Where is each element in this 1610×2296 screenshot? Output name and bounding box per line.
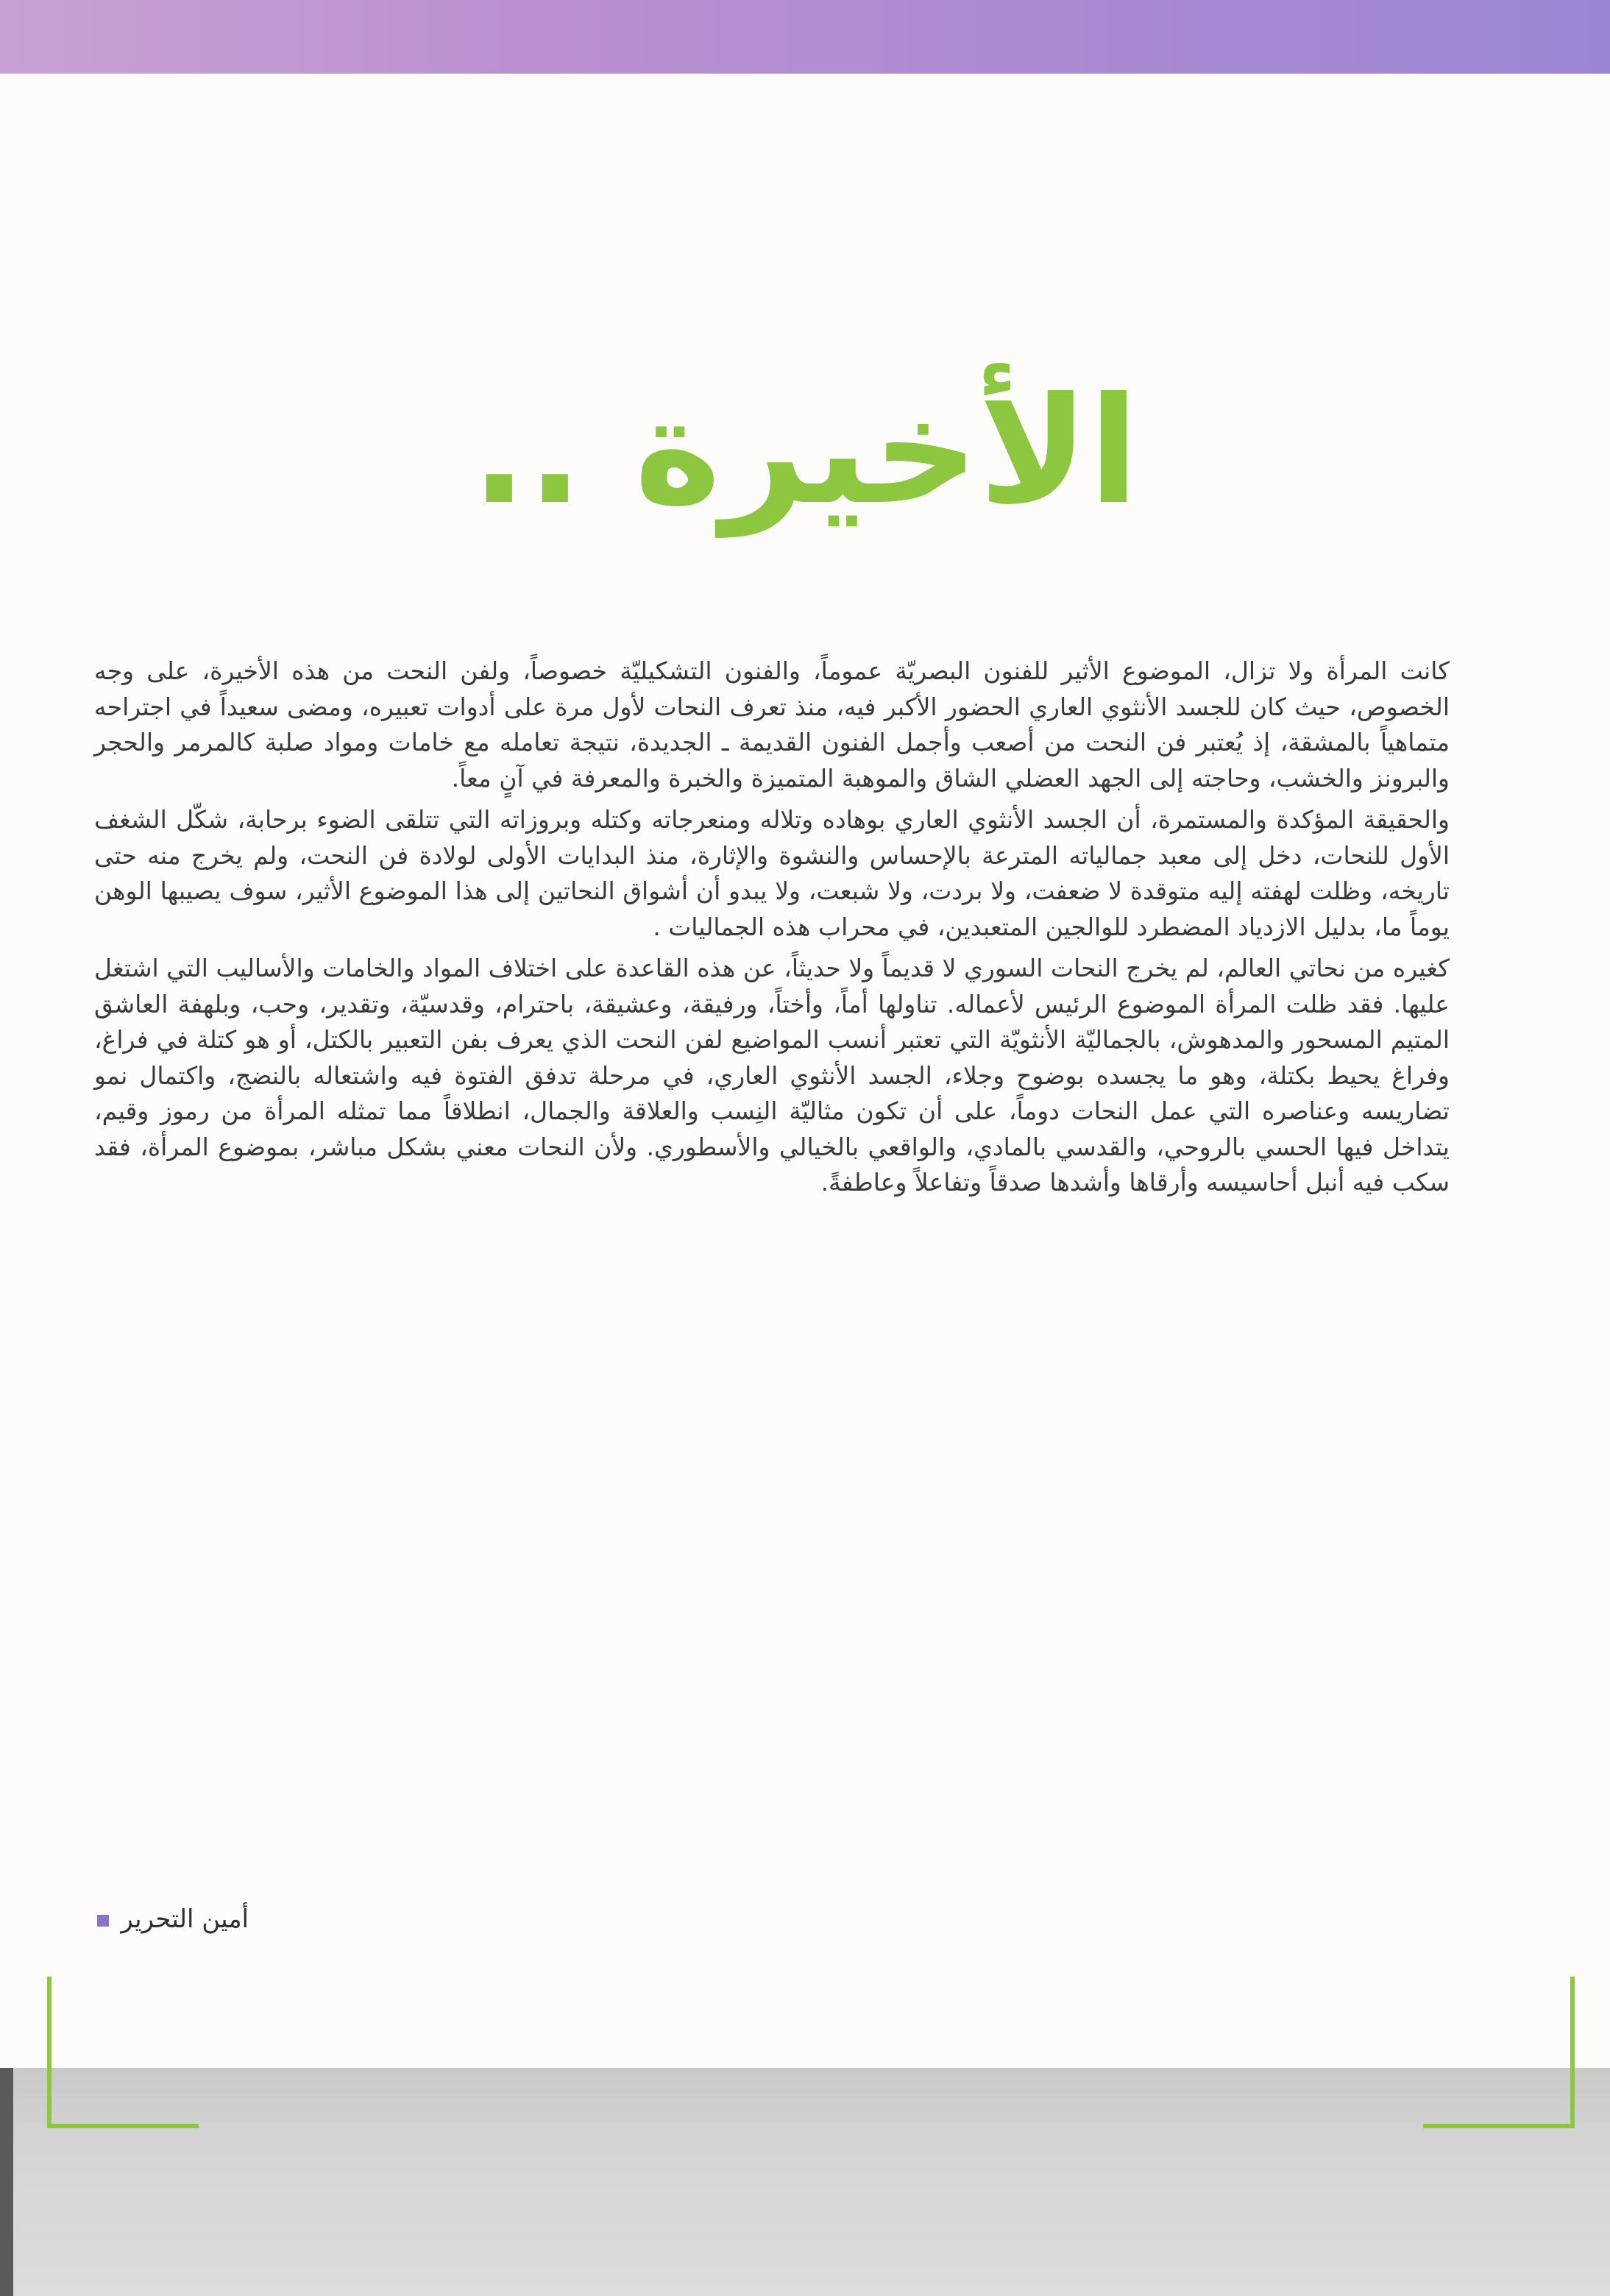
article-paragraph-2: والحقيقة المؤكدة والمستمرة، أن الجسد الأنثوي العاري بوهاده وتلاله ومنعرجاته وكتله وبروزاته التي تتلقى الضوء برحابة، شكّل الشغف الأول للنحات، دخل إلى معبد جمالياته المترعة بالإحساس والنشوة والإثارة، منذ البدايات الأولى لولادة فن النحت، ولم يخرج منه حتى تاريخه، وظلت لهفته إليه متوقدة لا ضعفت، ولا بردت، ولا شبعت، ولا يبدو أن أشواق النحاتين إلى هذا الموضوع الأثير، سوف يصيبها الوهن يوماً ما، بدليل الازدياد المضطرد للوالجين المتعبدين، في محراب هذه الجماليات . xyxy=(94,805,1450,941)
square-bullet-icon xyxy=(97,1915,109,1927)
bottom-gray-band xyxy=(0,2068,1610,2296)
top-color-band xyxy=(0,0,1610,74)
left-corner-bracket xyxy=(47,1977,199,2128)
signature-text: أمين التحرير xyxy=(121,1905,249,1934)
page-title: الأخيرة .. xyxy=(471,366,1139,537)
article-body xyxy=(94,653,1450,1201)
author-signature xyxy=(97,1905,249,1934)
article-paragraph-3: كغيره من نحاتي العالم، لم يخرج النحات السوري لا قديماً ولا حديثاً، عن هذه القاعدة على اختلاف المواد والخامات والأساليب التي اشتغل عليها. فقد ظلت المرأة الموضوع الرئيس لأعماله. تناولها أماً، وأختاً، ورفيقة، وعشيقة، باحترام، وقدسيّة، وتقدير، وحب، وبلهفة العاشق المتيم المسحور والمدهوش، بالجماليّة الأنثويّة التي تعتبر أنسب المواضيع لفن النحت الذي يعرف بفن التعبير بالكتل، أو هو كتلة في فراغ، وفراغ يحيط بكتلة، وهو ما يجسده بوضوح وجلاء، الجسد الأنثوي العاري، في مرحلة تدفق الفتوة فيه واشتعاله بالنضج، واكتمال نمو تضاريسه وعناصره التي عمل النحات دوماً، على أن تكون مثاليّة النِسب والعلاقة والجمال، انطلاقاً مما تمثله المرأة من رموز وقيم، يتداخل فيها الحسي بالروحي، والقدسي بالمادي، والواقعي بالخيالي والأسطوري. ولأن النحات معني بشكل مباشر، بموضوع المرأة، فقد سكب فيه أنبل أحاسيسه وأرقاها وأشدها صدقاً وتفاعلاً وعاطفةً. xyxy=(94,954,1450,1197)
band-left-edge xyxy=(0,2068,13,2296)
article-paragraph-1: كانت المرأة ولا تزال، الموضوع الأثير للفنون البصريّة عموماً، والفنون التشكيليّة خصوصاً، ولفن النحت من هذه الأخيرة، على وجه الخصوص، حيث كان للجسد الأنثوي العاري الحضور الأكبر فيه، منذ تعرف النحات لأول مرة على أدوات تعبيره، ومضى سعيداً في اجتراحه متماهياً بالمشقة، إذ يُعتبر فن النحت من أصعب وأجمل الفنون القديمة ـ الجديدة، نتيجة تعامله مع خامات ومواد صلبة كالمرمر والحجر والبرونز والخشب، وحاجته إلى الجهد العضلي الشاق والموهبة المتميزة والخبرة والمعرفة في آنٍ معاً. xyxy=(94,656,1450,793)
right-corner-bracket xyxy=(1423,1977,1575,2128)
